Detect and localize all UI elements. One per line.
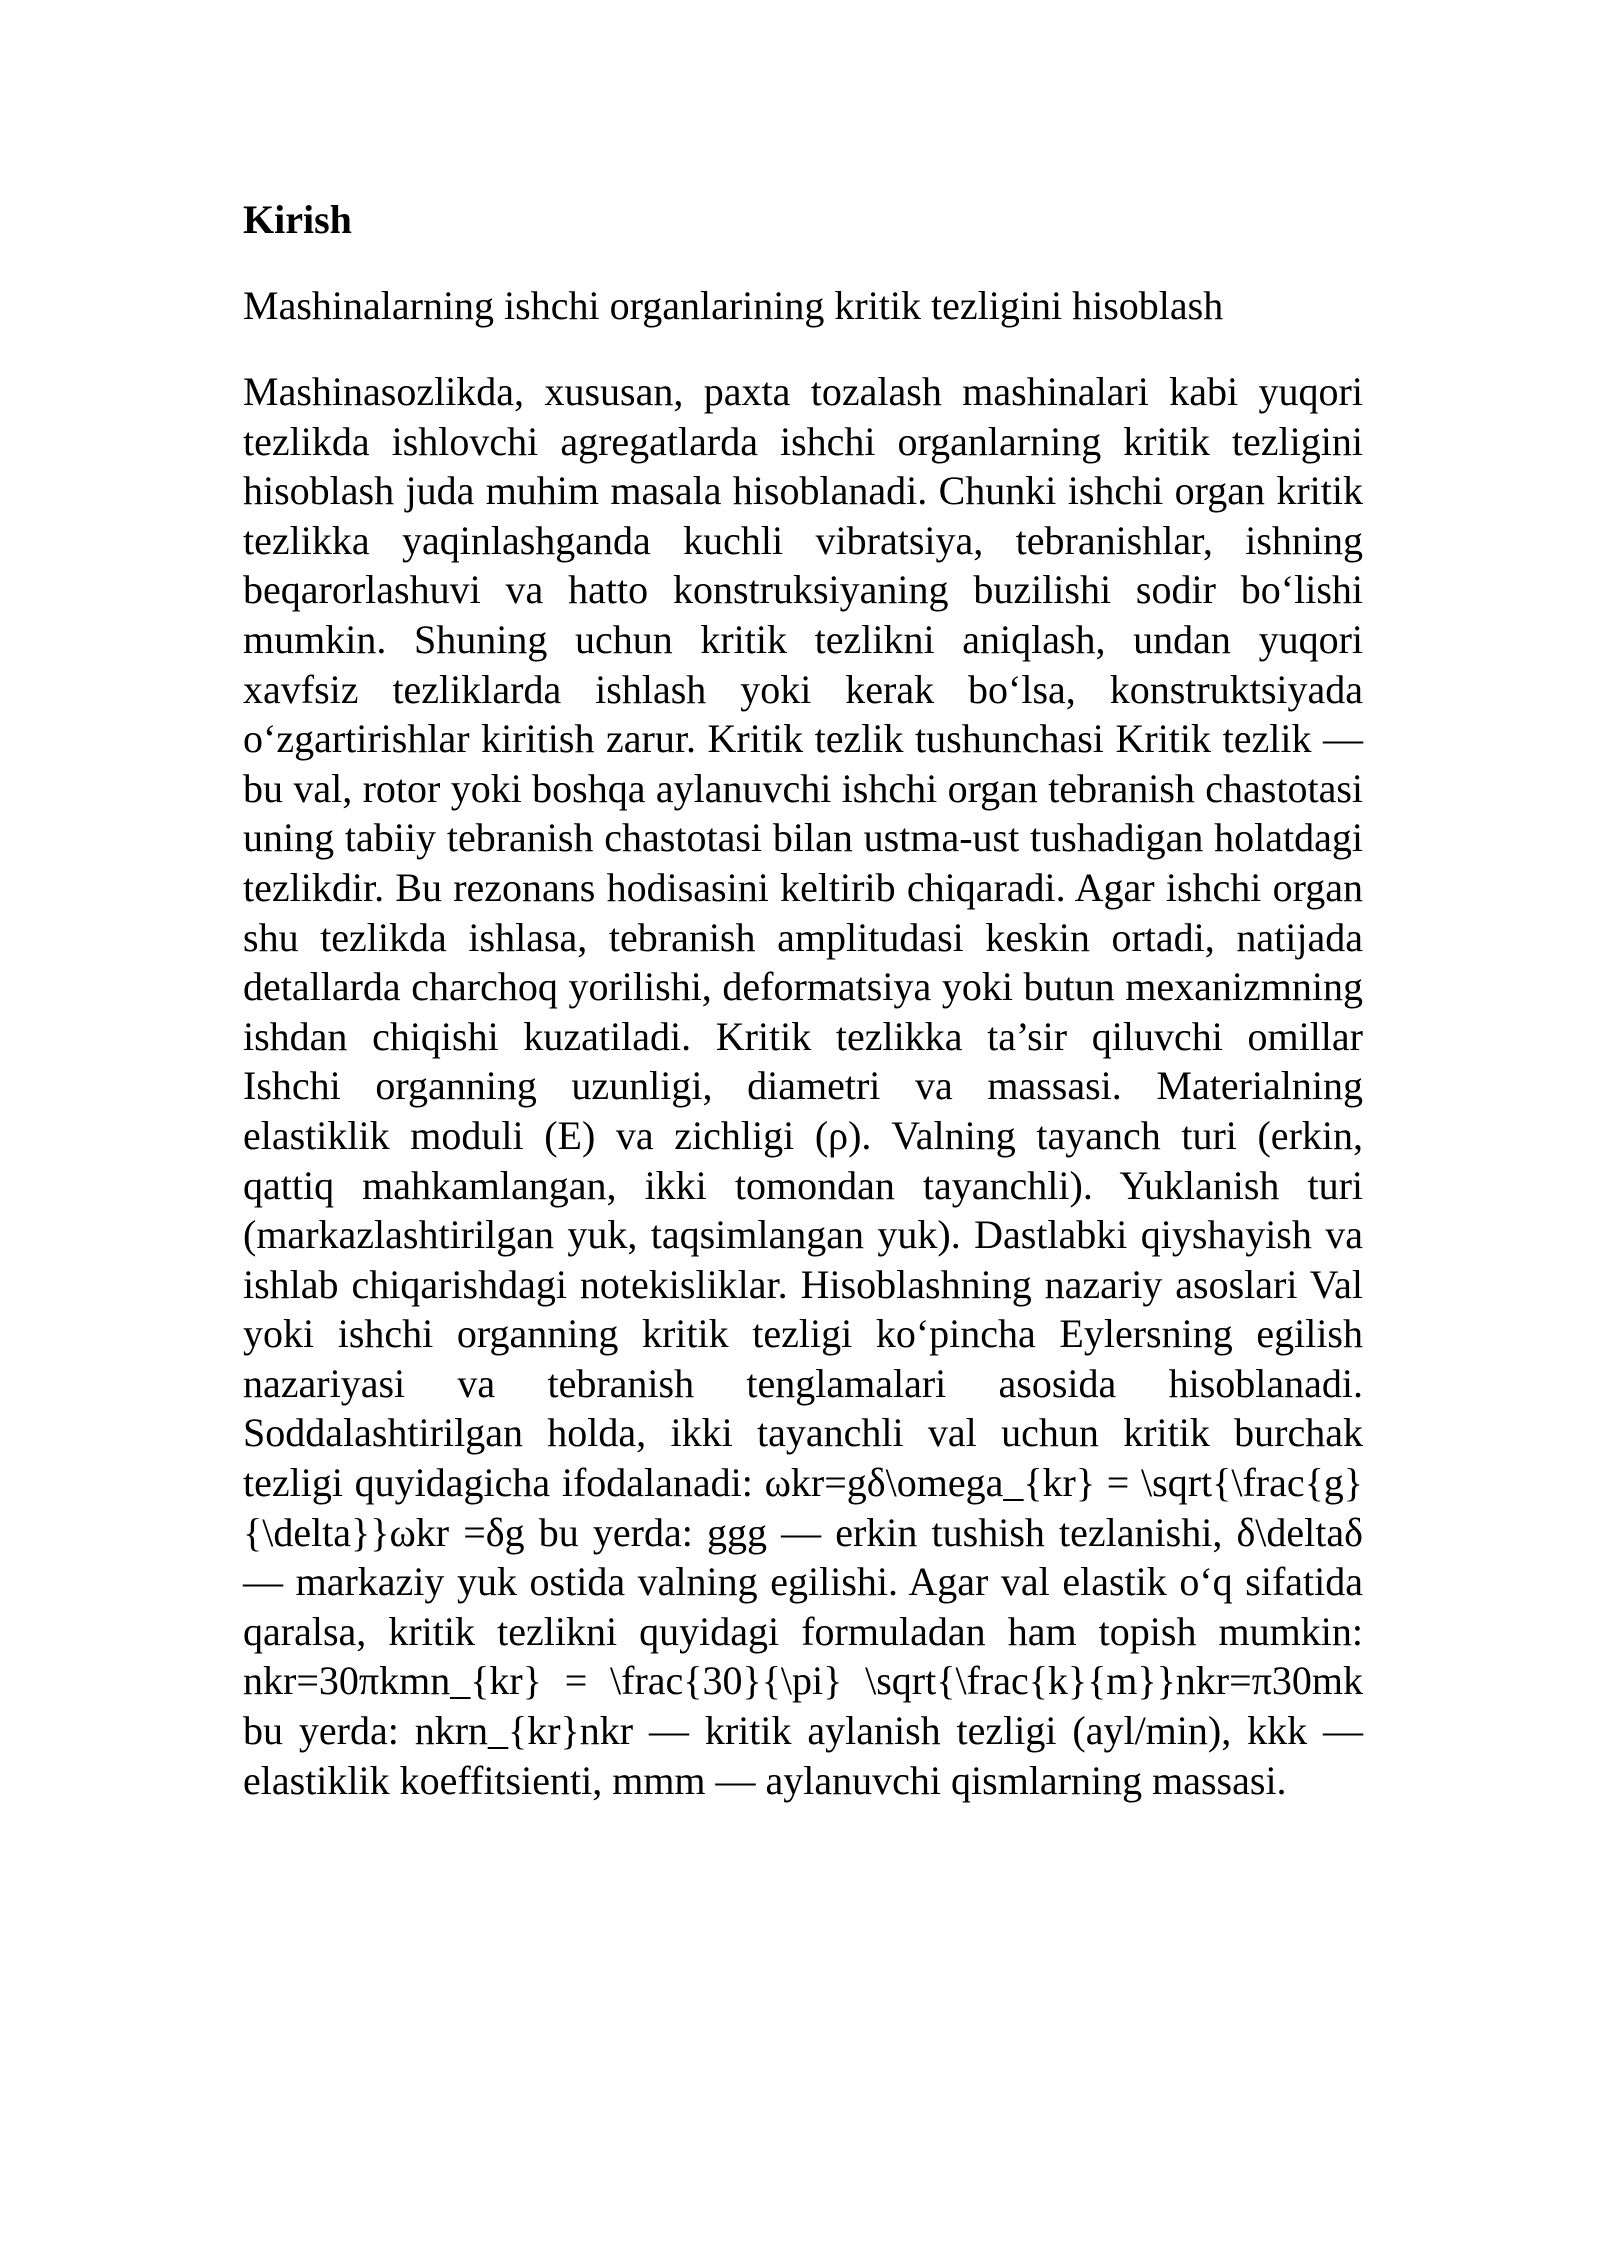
section-heading: Kirish <box>243 197 352 242</box>
section-subtitle: Mashinalarning ishchi organlarining kritik tezligini hisoblash <box>243 283 1224 328</box>
body-paragraph: Mashinasozlikda, xususan, paxta tozalash mashinalari kabi yuqori tezlikda ishlovchi agregatlarda ishchi organlarning kritik tezligini hisoblash juda muhim masala hisoblanadi. Chunki ishchi organ kritik tezlikka yaqinlashganda kuchli vibratsiya, tebranishlar, ishning beqarorlashuvi va hatto konstruksiyaning buzilishi sodir bo‘lishi mumkin. Shuning uchun kritik tezlikni aniqlash, undan yuqori xavfsiz tezliklarda ishlash yoki kerak bo‘lsa, konstruktsiyada o‘zgartirishlar kiritish zarur. Kritik tezlik tushunchasi Kritik tezlik — bu val, rotor yoki boshqa aylanuvchi ishchi organ tebranish chastotasi uning tabiiy tebranish chastotasi bilan ustma-ust tushadigan holatdagi tezlikdir. Bu rezonans hodisasini keltirib chiqaradi. Agar ishchi organ shu tezlikda ishlasa, tebranish amplitudasi keskin ortadi, natijada detallarda charchoq yorilishi, deformatsiya yoki butun mexanizmning ishdan chiqishi kuzatiladi. Kritik tezlikka ta’sir qiluvchi omillar Ishchi organning uzunligi, diametri va massasi. Materialning elastiklik moduli (E) va zichligi (ρ). Valning tayanch turi (erkin, qattiq mahkamlangan, ikki tomondan tayanchli). Yuklanish turi (markazlashtirilgan yuk, taqsimlangan yuk). Dastlabki qiyshayish va ishlab chiqarishdagi notekisliklar. Hisoblashning nazariy asoslari Val yoki ishchi organning kritik tezligi ko‘pincha Eylersning egilish nazariyasi va tebranish tenglamalari asosida hisoblanadi. Soddalashtirilgan holda, ikki tayanchli val uchun kritik burchak tezligi quyidagicha ifodalanadi: ωkr=gδ\omega_{kr} = \sqrt{\frac{g}{\delta}}ωkr =δg bu yerda: ggg — erkin tushish tezlanishi, δ\deltaδ — markaziy yuk ostida valning egilishi. Agar val elastik o‘q sifatida qaralsa, kritik tezlikni quyidagi formuladan ham topish mumkin: nkr=30πkmn_{kr} = \frac{30}{\pi} \sqrt{\frac{k}{m}}nkr=π30mk bu yerda: nkrn_{kr}nkr — kritik aylanish tezligi (ayl/min), kkk — elastiklik koeffitsienti, mmm — aylanuvchi qismlarning massasi. <box>243 369 1363 1803</box>
document-content <box>243 195 1363 1805</box>
